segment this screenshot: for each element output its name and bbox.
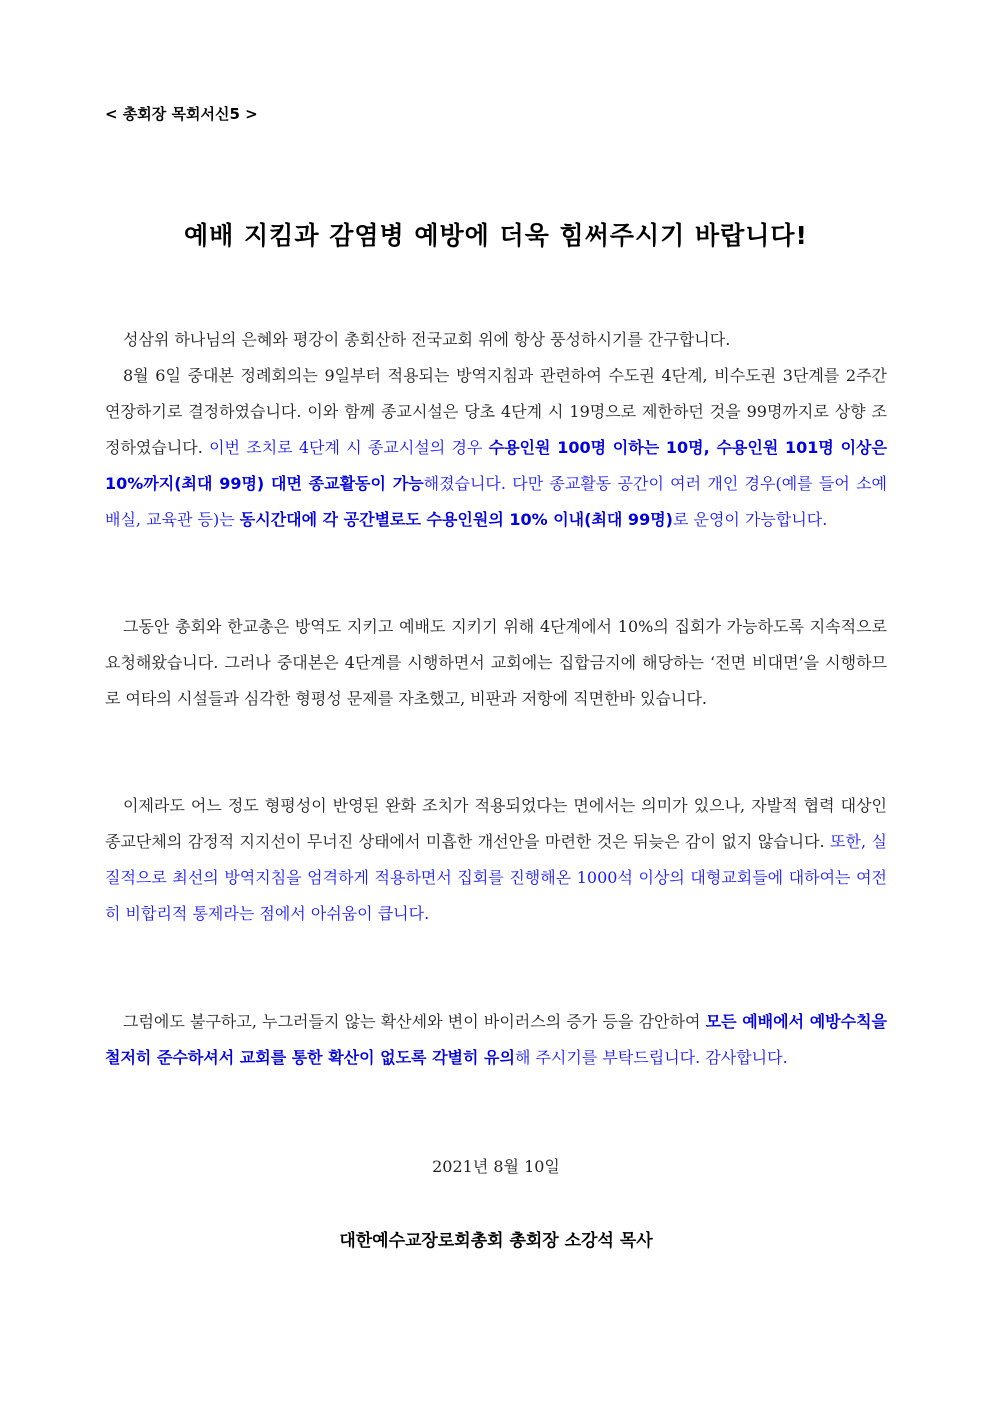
letter-signature: 대한예수교장로회총회 총회장 소강석 목사 — [339, 1231, 653, 1251]
paragraph-greeting — [105, 322, 887, 358]
paragraph-assessment — [105, 788, 887, 932]
greeting-text: 성삼위 하나님의 은혜와 평강이 총회산하 전국교회 위에 항상 풍성하시기를 간구합니다. — [123, 330, 731, 349]
series-label: < 총회장 목회서신5 > — [105, 105, 258, 123]
announcement-emphasis-2: 동시간대에 각 공간별로도 수용인원의 10% 이내(최대 99명) — [239, 510, 673, 529]
announcement-emphasis: 수용인원 100명 이하는 10명, 수용인원 101명 이상은 10%까지(최대 99명) 대면 종교활동이 가능 — [105, 438, 887, 493]
letter-title: 예배 지킴과 감염병 예방에 더욱 힘써주시기 바랍니다! — [184, 221, 808, 250]
announcement-highlight: 이번 조치로 4단계 시 종교시설의 경우 — [209, 438, 489, 457]
request-highlight: 해 주시기를 부탁드립니다. 감사합니다. — [514, 1048, 788, 1067]
request-text: 그럼에도 불구하고, 누그러들지 않는 확산세와 변이 바이러스의 증가 등을 감안하여 — [123, 1012, 706, 1031]
assessment-text: 이제라도 어느 정도 형평성이 반영된 완화 조치가 적용되었다는 면에서는 의미가 있으나, 자발적 협력 대상인 종교단체의 감정적 지지선이 무너진 상태에서 미흡한 개선안을 마련한 것은 뒤늦은 감이 없지 않습니다. — [105, 796, 887, 851]
paragraph-announcement — [105, 358, 887, 538]
announcement-highlight-2: 해졌습니다. 다만 종교활동 공간이 여러 개인 경우(예를 들어 소예배실, 교육관 등)는 — [105, 474, 887, 529]
paragraph-background — [105, 609, 887, 717]
announcement-text: 8월 6일 중대본 정례회의는 9일부터 적용되는 방역지침과 관련하여 수도권 4단계, 비수도권 3단계를 2주간 연장하기로 결정하였습니다. 이와 함께 종교시설은 당초 4단계 시 19명으로 제한하던 것을 99명까지로 상향 조정하였습니다. — [105, 366, 887, 457]
announcement-highlight-3: 로 운영이 가능합니다. — [672, 510, 828, 529]
background-text: 그동안 총회와 한교총은 방역도 지키고 예배도 지키기 위해 4단계에서 10%의 집회가 가능하도록 지속적으로 요청해왔습니다. 그러나 중대본은 4단계를 시행하면서 교회에는 집합금지에 해당하는 ‘전면 비대면’을 시행하므로 여타의 시설들과 심각한 형평성 문제를 자초했고, 비판과 저항에 직면한바 있습니다. — [105, 617, 887, 708]
assessment-highlight: 또한, 실질적으로 최선의 방역지침을 엄격하게 적용하면서 집회를 진행해온 1000석 이상의 대형교회들에 대하여는 여전히 비합리적 통제라는 점에서 아쉬움이 큽니다. — [105, 832, 887, 923]
paragraph-request — [105, 1004, 887, 1076]
request-emphasis: 모든 예배에서 예방수칙을 철저히 준수하셔서 교회를 통한 확산이 없도록 각별히 유의 — [105, 1012, 887, 1067]
letter-date: 2021년 8월 10일 — [432, 1157, 560, 1176]
